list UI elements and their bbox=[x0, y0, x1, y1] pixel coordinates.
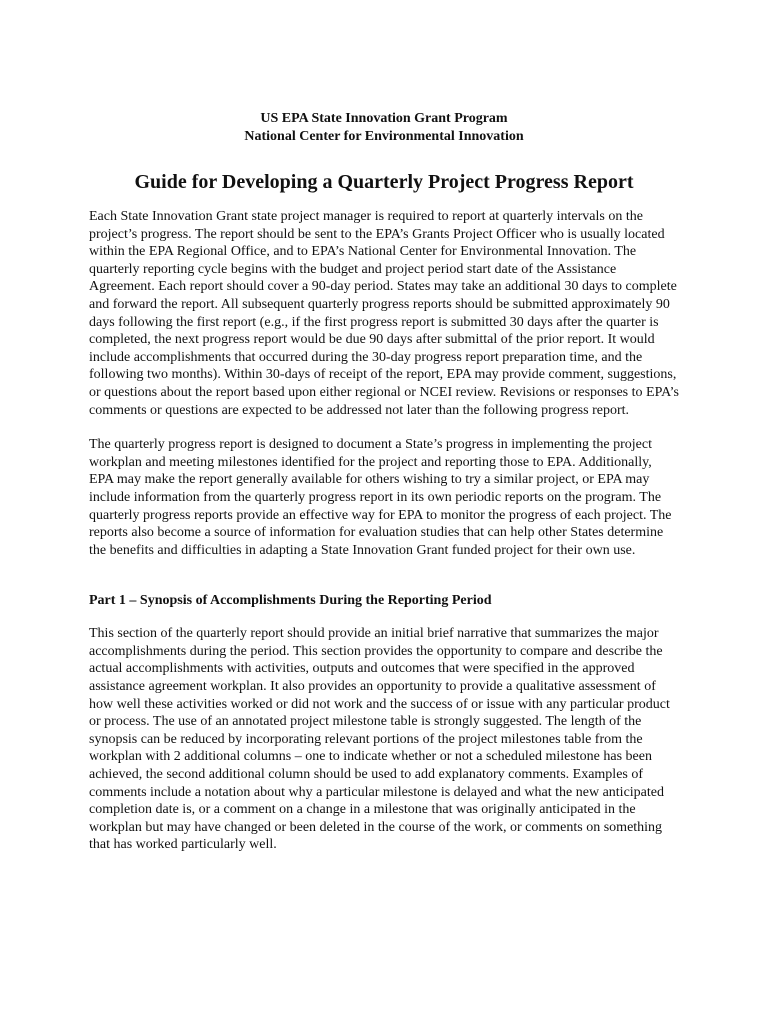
purpose-paragraph: The quarterly progress report is designed to document a State’s progress in implementing the project workplan and meeting milestones identified for the project and reporting those to EPA. Additionally, EPA may make the report generally available for others wishing to try a similar project, or EPA may include information from the quarterly progress report in its own periodic reports on the program. The quarterly progress reports provide an effective way for EPA to monitor the progress of each project. The reports also become a source of information for evaluation studies that can help other States determine the benefits and difficulties in adapting a State Innovation Grant funded project for their own use. bbox=[89, 437, 672, 558]
part1-heading: Part 1 – Synopsis of Accomplishments During the Reporting Period bbox=[89, 593, 492, 609]
program-name: US EPA State Innovation Grant Program bbox=[260, 111, 508, 126]
part1-paragraph: This section of the quarterly report should provide an initial brief narrative that summarizes the major accomplishments during the period. This section provides the opportunity to compare and describe the actual accomplishments with activities, outputs and outcomes that were specified in the approved assistance agreement workplan. It also provides an opportunity to provide a qualitative assessment of how well these activities worked or did not work and the success of or issue with any particular product or process. The use of an annotated project milestone table is strongly suggested. The length of the synopsis can be reduced by incorporating relevant portions of the project milestones table from the workplan with 2 additional columns – one to indicate whether or not a scheduled milestone has been achieved, the second additional column should be used to add explanatory comments. Examples of comments include a notation about why a particular milestone is delayed and what the new anticipated completion date is, or a comment on a change in a milestone that was originally anticipated in the workplan but may have changed or been deleted in the course of the work, or comments on something that has worked particularly well. bbox=[89, 626, 670, 853]
document-title: Guide for Developing a Quarterly Project Progress Report bbox=[134, 171, 634, 193]
center-name: National Center for Environmental Innovation bbox=[244, 129, 524, 144]
intro-paragraph: Each State Innovation Grant state project manager is required to report at quarterly intervals on the project’s progress. The report should be sent to the EPA’s Grants Project Officer who is usually located within the EPA Regional Office, and to EPA’s National Center for Environmental Innovation. The quarterly reporting cycle begins with the budget and project period start date of the Assistance Agreement. Each report should cover a 90-day period. States may take an additional 30 days to complete and forward the report. All subsequent quarterly progress reports should be submitted approximately 90 days following the first report (e.g., if the first progress report is submitted 30 days after the quarter is completed, the next progress report would be due 90 days after submittal of the prior report. It would include accomplishments that occurred during the 30-day progress report preparation time, and the following two months). Within 30-days of receipt of the report, EPA may provide comment, suggestions, or questions about the report based upon either regional or NCEI review. Revisions or responses to EPA’s comments or questions are expected to be addressed not later than the following progress report. bbox=[89, 209, 679, 418]
